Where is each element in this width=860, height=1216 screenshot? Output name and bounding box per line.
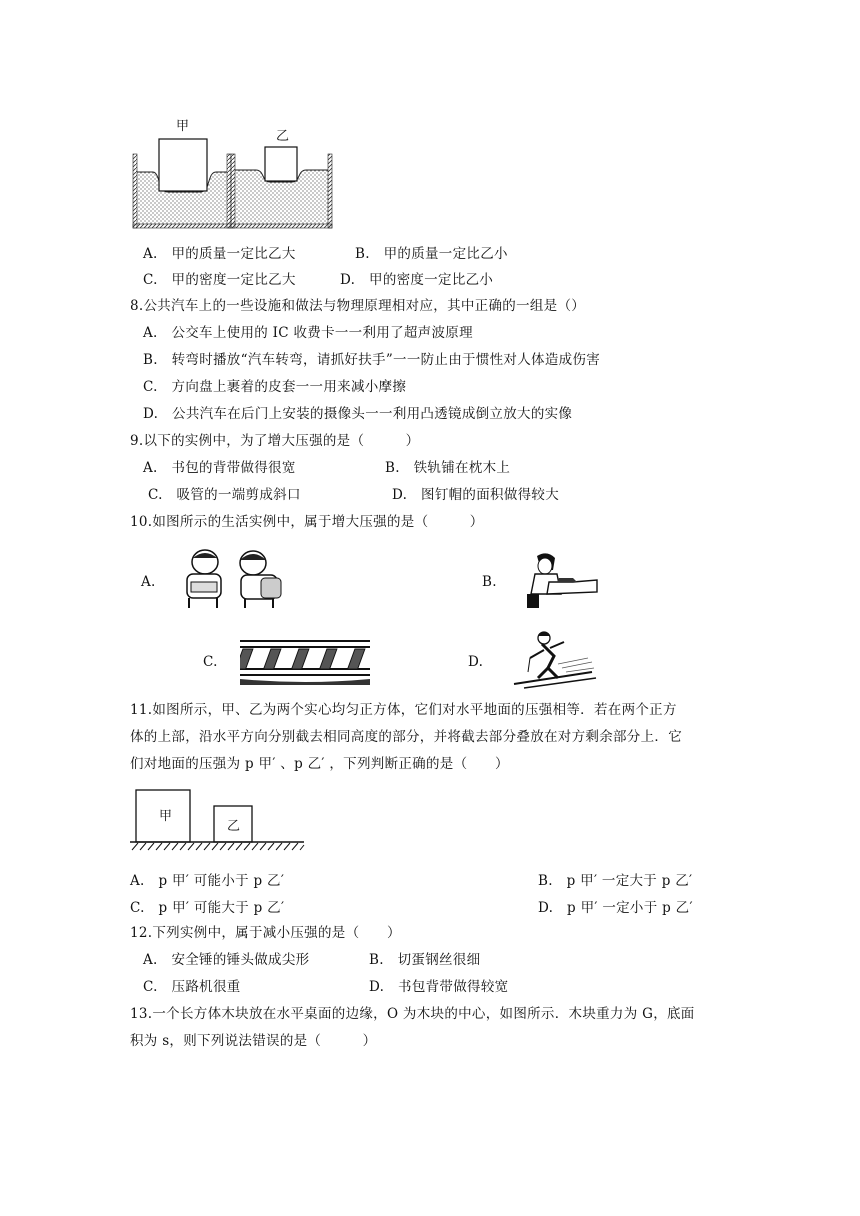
q11-option-d: D. p 甲′ 一定小于 p 乙′ xyxy=(538,900,693,916)
block-jia xyxy=(159,139,207,191)
q10-label-b: B. xyxy=(482,574,497,590)
q12-option-b: B. 切蛋钢丝很细 xyxy=(369,952,481,968)
fig7-label-yi: 乙 xyxy=(276,129,290,144)
q13-stem-line1: 13.一个长方体木块放在水平桌面的边缘，O 为木块的中心，如图所示．木块重力为 G，底面 xyxy=(130,1006,695,1022)
q12-option-d: D. 书包背带做得较宽 xyxy=(369,979,509,995)
q7-option-a: A. 甲的质量一定比乙大 xyxy=(143,246,296,262)
q12-option-a: A. 安全锤的锤头做成尖形 xyxy=(143,952,310,968)
q11-option-c: C. p 甲′ 可能大于 p 乙′ xyxy=(130,900,285,916)
q10-label-d: D. xyxy=(468,654,484,670)
q8-stem: 8.公共汽车上的一些设施和做法与物理原理相对应，其中正确的一组是（） xyxy=(130,298,586,314)
fig7-label-jia: 甲 xyxy=(176,119,190,134)
q11-option-b: B. p 甲′ 一定大于 p 乙′ xyxy=(538,873,693,889)
q11-stem-line2: 体的上部，沿水平方向分别截去相同高度的部分，并将截去部分叠放在对方剩余部分上．它 xyxy=(130,729,682,745)
q8-option-c: C. 方向盘上裹着的皮套一一用来减小摩擦 xyxy=(143,379,407,395)
q10-image-d-skier xyxy=(508,628,598,690)
q11-fig-label-jia: 甲 xyxy=(159,809,173,824)
q10-image-b-girl-ironing xyxy=(517,550,602,612)
q8-option-a: A. 公交车上使用的 IC 收费卡一一利用了超声波原理 xyxy=(143,325,473,341)
q8-option-d: D. 公共汽车在后门上安装的摄像头一一利用凸透镜成倒立放大的实像 xyxy=(143,406,573,422)
q7-figure xyxy=(128,112,338,232)
q11-stem-line3: 们对地面的压强为 p 甲′ 、p 乙′ ，下列判断正确的是（ ） xyxy=(130,756,509,772)
block-yi xyxy=(265,147,297,181)
q12-option-c: C. 压路机很重 xyxy=(143,979,241,995)
q9-option-b: B. 铁轨铺在枕木上 xyxy=(385,460,511,476)
q9-option-c: C. 吸管的一端剪成斜口 xyxy=(148,487,301,503)
q11-stem-line1: 11.如图所示，甲、乙为两个实心均匀正方体，它们对水平地面的压强相等．若在两个正方 xyxy=(130,702,677,718)
q9-option-a: A. 书包的背带做得很宽 xyxy=(143,460,296,476)
q7-option-b: B. 甲的质量一定比乙小 xyxy=(355,246,508,262)
q11-fig-label-yi: 乙 xyxy=(227,819,241,834)
q11-figure xyxy=(128,788,308,854)
q10-stem: 10.如图所示的生活实例中，属于增大压强的是（ ） xyxy=(130,514,484,530)
q10-label-a: A. xyxy=(141,574,156,590)
q9-option-d: D. 图钉帽的面积做得较大 xyxy=(392,487,560,503)
q8-option-b: B. 转弯时播放“汽车转弯，请抓好扶手”一一防止由于惯性对人体造成伤害 xyxy=(143,352,601,368)
q9-stem: 9.以下的实例中，为了增大压强的是（ ） xyxy=(130,433,420,449)
q10-image-c-railway-track xyxy=(240,635,370,685)
q10-label-c: C. xyxy=(203,654,218,670)
q12-stem: 12.下列实例中，属于减小压强的是（ ） xyxy=(130,925,401,941)
q7-option-c: C. 甲的密度一定比乙大 xyxy=(143,272,296,288)
q7-option-d: D. 甲的密度一定比乙小 xyxy=(340,272,494,288)
q11-option-a: A. p 甲′ 可能小于 p 乙′ xyxy=(130,873,285,889)
q13-stem-line2: 积为 s，则下列说法错误的是（ ） xyxy=(130,1033,377,1049)
q10-image-a-backpack-kids xyxy=(177,548,292,610)
